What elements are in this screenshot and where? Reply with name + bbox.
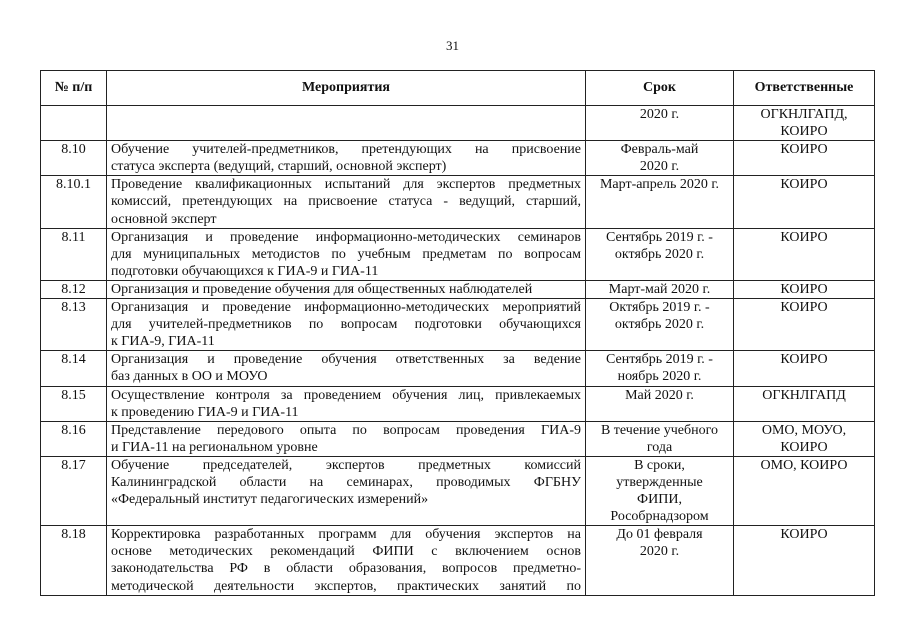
responsible-cell [734,351,875,386]
responsible-line: КОИРО [780,142,828,158]
responsible-cell [734,456,875,525]
activity-line: комиссий, претендующих на присвоение статуса - ведущий, старший, [111,194,581,210]
row-number-cell [41,456,107,525]
activity-line: «Федеральный институт педагогических измерений» [111,492,429,508]
deadline-line: Сентябрь 2019 г. - [606,352,713,368]
deadline-line: октябрь 2020 г. [614,246,705,262]
row-number-cell [41,280,107,298]
table-row [41,351,875,386]
deadline-line: Рособрнадзором [610,509,709,525]
deadline-line: Февраль-май [620,142,699,158]
responsible-line: ОМО, КОИРО [760,457,848,473]
table-row [41,386,875,421]
row-number: 8.10 [61,142,86,158]
activity-cell [107,106,586,141]
row-number: 8.13 [61,300,86,316]
activity-line: к проведению ГИА-9 и ГИА-11 [111,404,299,420]
responsible-line: КОИРО [780,229,828,245]
deadline-cell [586,456,734,525]
row-number: 8.11 [61,229,86,245]
row-number: 8.16 [61,422,86,438]
activity-line: Организация и проведение обучения ответственных за ведение [111,352,581,368]
activity-line: статуса эксперта (ведущий, старший, основной эксперт) [111,159,447,175]
responsible-cell [734,106,875,141]
responsible-line: КОИРО [780,281,828,297]
responsible-line: КОИРО [780,300,828,316]
deadline-cell [586,228,734,280]
activity-line: Корректировка разработанных программ для обучения экспертов на [111,527,581,543]
responsible-cell [734,141,875,176]
responsible-cell [734,228,875,280]
row-number-cell [41,106,107,141]
row-number-cell [41,141,107,176]
responsible-cell [734,526,875,595]
activity-line: Организация и проведение обучения для общественных наблюдателей [111,281,533,297]
activity-line: Осуществление контроля за проведением обучения лиц, привлекаемых [111,387,581,403]
header-activity: Мероприятия [107,71,586,106]
row-number: 8.14 [61,352,86,368]
row-number-cell [41,228,107,280]
activity-line: Проведение квалификационных испытаний для экспертов предметных [111,177,581,193]
activity-cell [107,280,586,298]
activity-line: подготовки обучающихся к ГИА-9 и ГИА-11 [111,263,379,279]
deadline-line: Сентябрь 2019 г. - [606,229,713,245]
responsible-cell [734,299,875,351]
responsible-cell [734,176,875,228]
deadline-line: октябрь 2020 г. [614,317,705,333]
responsible-line: КОИРО [780,177,828,193]
responsible-cell [734,421,875,456]
deadline-cell [586,280,734,298]
header-deadline: Срок [586,71,734,106]
responsible-line: ОГКНЛГАПД, [760,107,848,122]
deadline-line: 2020 г. [639,544,680,560]
activity-cell [107,456,586,525]
activity-line: методической деятельности экспертов, практических занятий по [111,578,581,594]
activity-line: основной эксперт [111,211,217,227]
deadline-cell [586,351,734,386]
header-responsible: Ответственные [734,71,875,106]
deadline-cell [586,176,734,228]
deadline-line: В течение учебного [600,422,719,438]
row-number: 8.12 [61,281,86,297]
row-number: 8.15 [61,387,86,403]
table-row [41,176,875,228]
responsible-line: КОИРО [780,439,828,455]
deadline-cell [586,421,734,456]
responsible-line: КОИРО [780,124,828,140]
row-number-cell [41,351,107,386]
activity-line: к ГИА-9, ГИА-11 [111,334,215,350]
activity-line: Обучение председателей, экспертов предметных комиссий [111,457,581,473]
deadline-cell [586,141,734,176]
deadline-line: ноябрь 2020 г. [617,369,702,385]
row-number-cell [41,421,107,456]
table-row [41,456,875,525]
activity-line: для учителей-предметников по вопросам подготовки обучающихся [111,317,581,333]
activity-cell [107,176,586,228]
activity-line: Организация и проведение информационно-методических семинаров [111,229,581,245]
deadline-line: До 01 февраля [616,527,703,543]
activity-line: основе методических рекомендаций ФИПИ с включением основ [111,544,581,560]
row-number-cell [41,176,107,228]
deadline-line: Март-апрель 2020 г. [599,177,720,193]
responsible-line: ОМО, МОУО, [761,422,847,438]
events-table [40,70,875,596]
activity-cell [107,351,586,386]
deadline-line: года [646,439,673,455]
deadline-cell [586,386,734,421]
activity-cell [107,299,586,351]
deadline-line: 2020 г. [639,107,680,122]
header-number: № п/п [41,71,107,106]
row-number: 8.10.1 [56,177,91,193]
deadline-line: 2020 г. [639,159,680,175]
activity-cell [107,526,586,595]
activity-cell [107,421,586,456]
deadline-line: Май 2020 г. [625,387,694,403]
responsible-line: КОИРО [780,527,828,543]
table-row [41,526,875,595]
row-number-cell [41,299,107,351]
activity-cell [107,228,586,280]
table-row [41,299,875,351]
page-number: 31 [446,38,459,53]
deadline-line: В сроки, [634,457,685,473]
activity-line: для муниципальных методистов по учебным предметам по вопросам [111,246,581,262]
activity-line: Обучение учителей-предметников, претендующих на присвоение [111,142,581,158]
activity-line: законодательства РФ в области образования, вопросов предметно- [111,561,581,577]
deadline-line: утвержденные [616,474,703,490]
activity-line: Калининградской области на семинарах, проводимых ФГБНУ [111,474,581,490]
table-header-row [41,71,875,106]
activity-line: Представление передового опыта по вопросам проведения ГИА-9 [111,422,581,438]
table-row [41,106,875,141]
responsible-line: ОГКНЛГАПД [762,387,846,403]
responsible-cell [734,386,875,421]
row-number-cell [41,386,107,421]
deadline-line: ФИПИ, [637,492,682,508]
activity-line: баз данных в ОО и МОУО [111,369,268,385]
table-row [41,280,875,298]
table-row [41,421,875,456]
deadline-cell [586,299,734,351]
deadline-line: Октябрь 2019 г. - [609,300,710,316]
responsible-cell [734,280,875,298]
table-row [41,141,875,176]
row-number: 8.18 [61,527,86,543]
row-number-cell [41,526,107,595]
deadline-cell [586,526,734,595]
activity-cell [107,386,586,421]
responsible-line: КОИРО [780,352,828,368]
activity-line: и ГИА-11 на региональном уровне [111,439,318,455]
activity-cell [107,141,586,176]
activity-line: Организация и проведение информационно-методических мероприятий [111,300,581,316]
deadline-cell [586,106,734,141]
deadline-line: Март-май 2020 г. [608,281,711,297]
row-number: 8.17 [61,457,86,473]
table-body [41,106,875,596]
table-row [41,228,875,280]
